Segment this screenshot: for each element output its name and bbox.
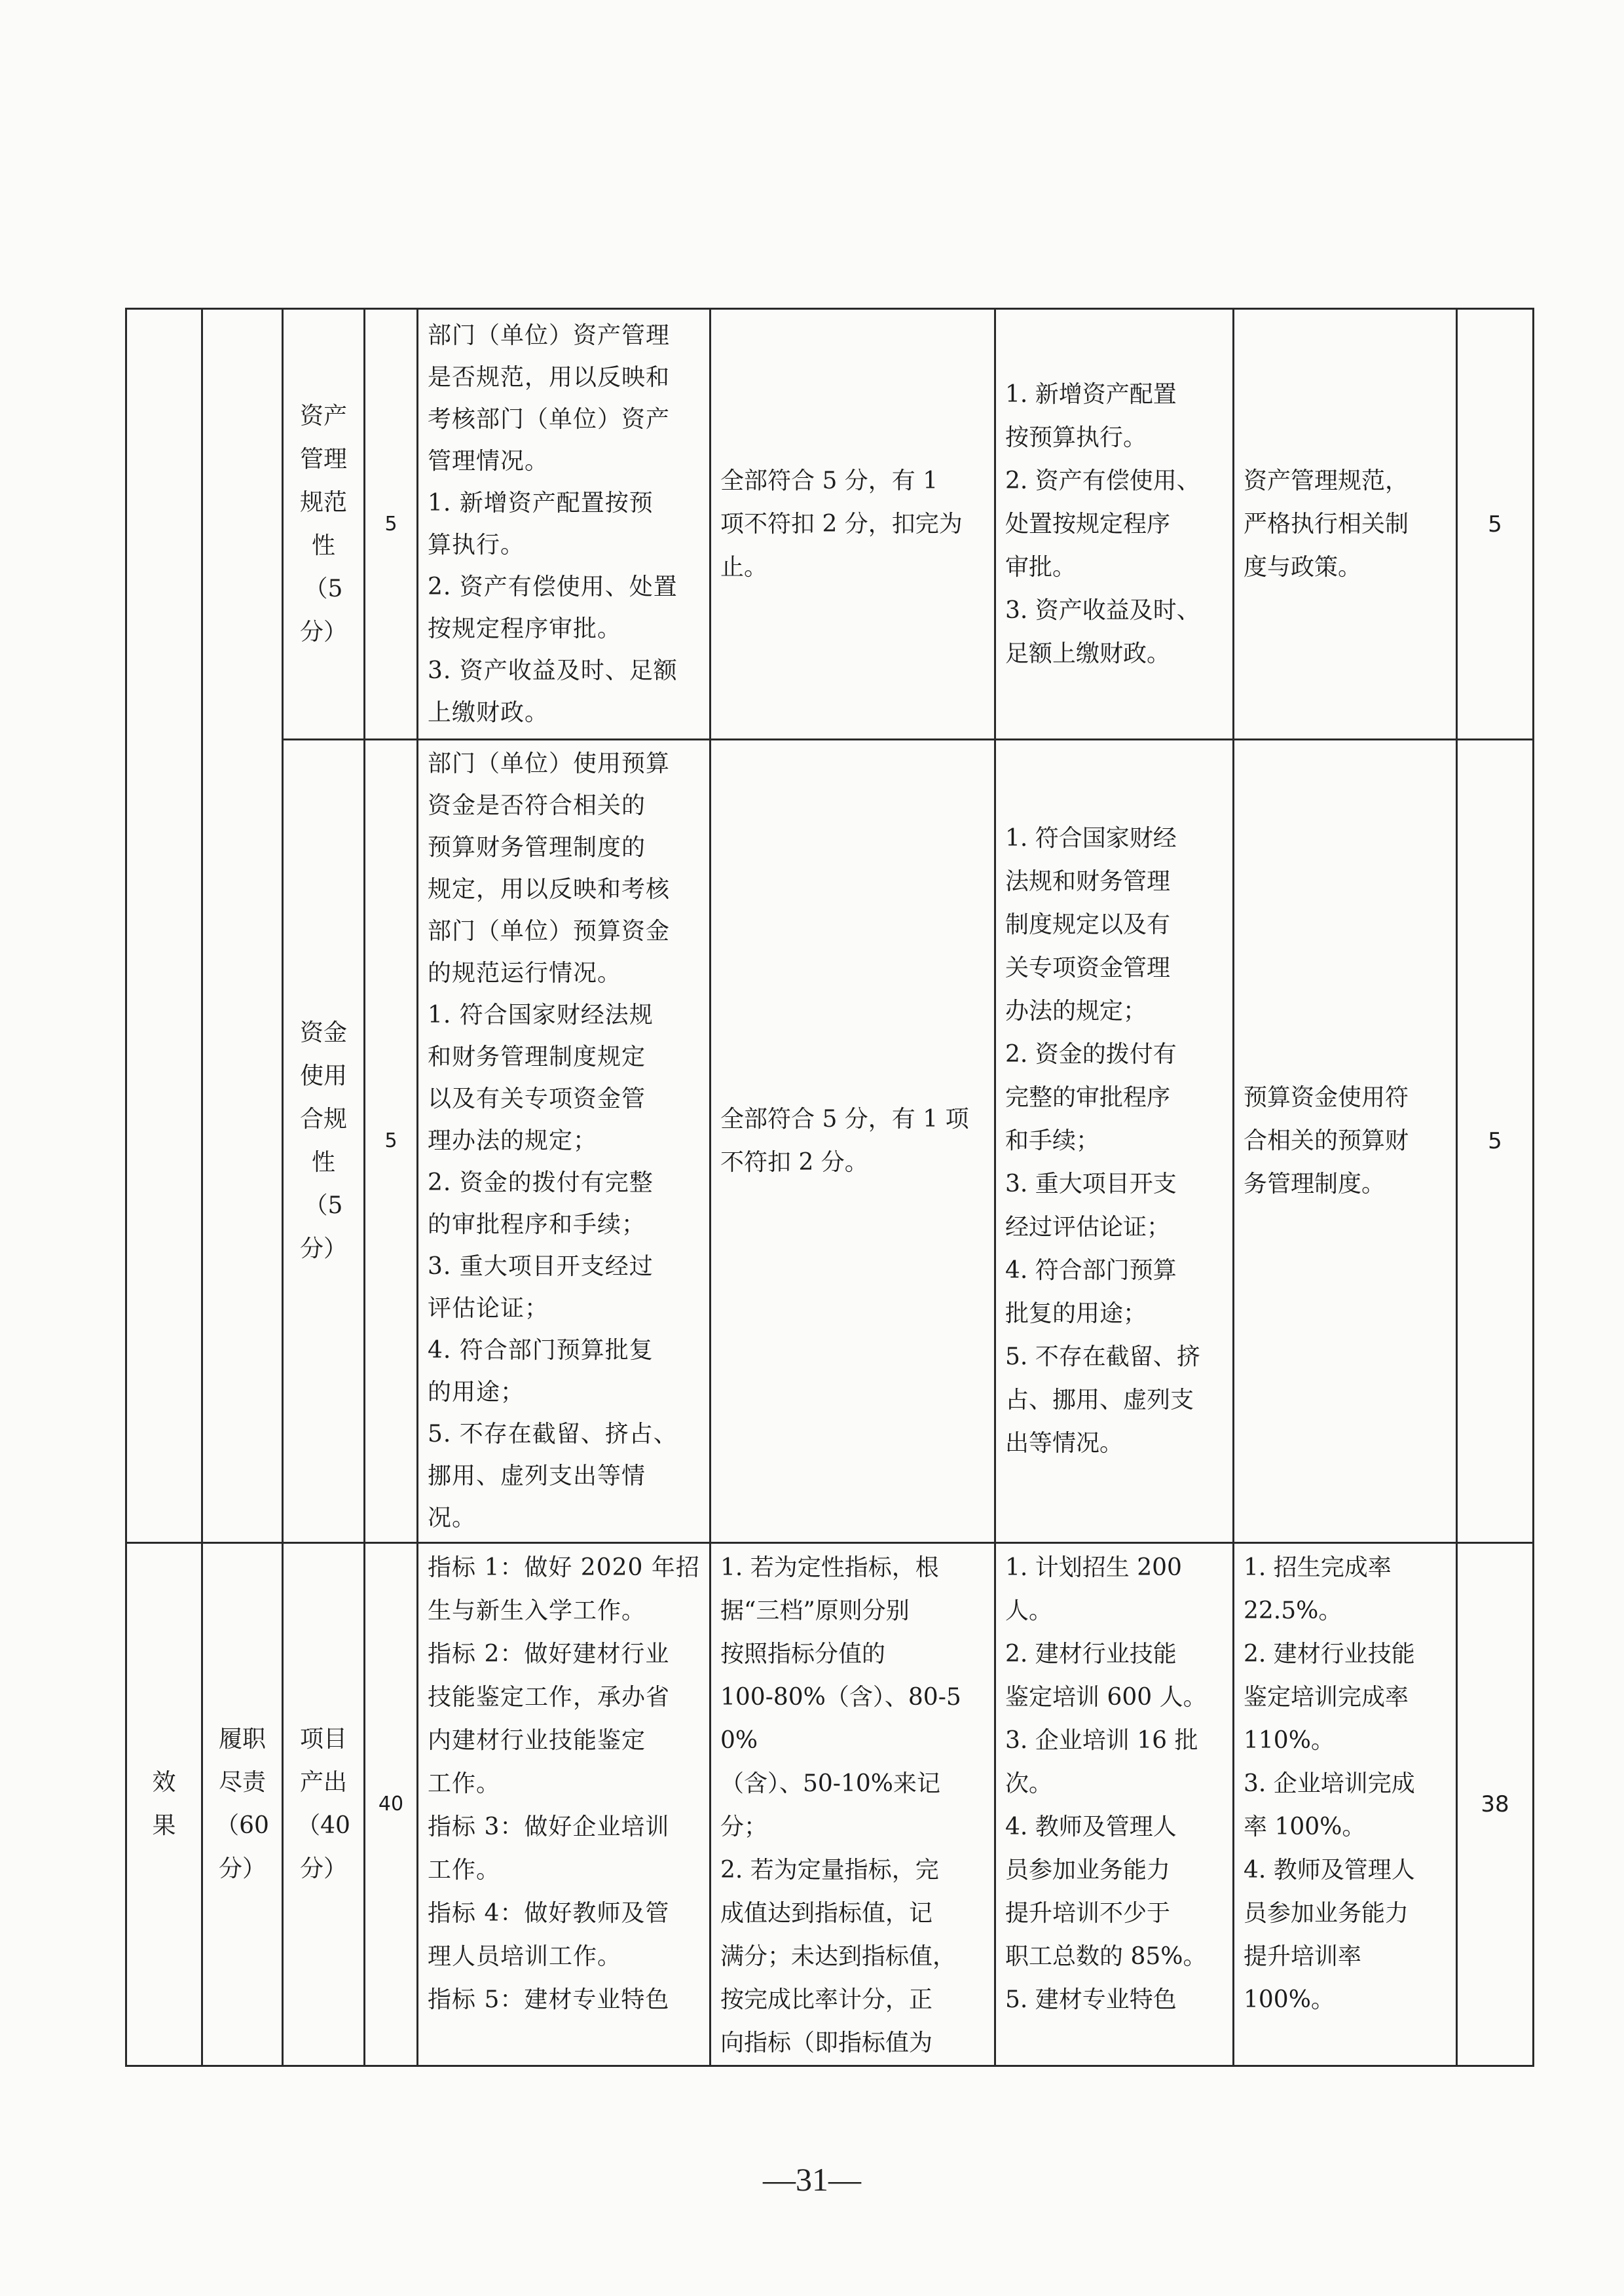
dimension-level2-cell: 履职 尽责 （60 分） xyxy=(202,1543,283,2066)
score-cell: 5 xyxy=(1457,309,1534,740)
dimension-level1-cell: 效 果 xyxy=(126,1543,202,2066)
dimension-level2-cell xyxy=(202,309,283,1543)
actual-value-cell: 预算资金使用符 合相关的预算财 务管理制度。 xyxy=(1234,740,1457,1543)
table-row xyxy=(126,740,1534,1543)
score-cell: 38 xyxy=(1457,1543,1534,2066)
target-value-cell: 1. 计划招生 200 人。 2. 建材行业技能 鉴定培训 600 人。 3. 企业培训 16 批 次。 4. 教师及管理人 员参加业务能力 提升培训不少于 职工总数的 85%。 5. 建材专业特色 xyxy=(995,1543,1234,2066)
dimension-level1-cell xyxy=(126,309,202,1543)
scoring-criteria-cell: 全部符合 5 分，有 1 项 不符扣 2 分。 xyxy=(710,740,995,1543)
scoring-criteria-cell: 全部符合 5 分，有 1 项不符扣 2 分，扣完为 止。 xyxy=(710,309,995,740)
score-cell: 5 xyxy=(1457,740,1534,1543)
indicator-weight-cell: 5 xyxy=(365,740,418,1543)
table-row xyxy=(126,1543,1534,2066)
actual-value-cell: 资产管理规范， 严格执行相关制 度与政策。 xyxy=(1234,309,1457,740)
indicator-definition-cell: 部门（单位）使用预算 资金是否符合相关的 预算财务管理制度的 规定，用以反映和考核 部门（单位）预算资金 的规范运行情况。 1. 符合国家财经法规 和财务管理制度规定 以及有关专项资金管 理办法的规定； 2. 资金的拨付有完整 的审批程序和手续； 3. 重大项目开支经过 评估论证； 4. 符合部门预算批复 的用途； 5. 不存在截留、挤占、 挪用、虚列支出等情 况。 xyxy=(418,740,710,1543)
page-number: —31— xyxy=(763,2161,861,2198)
indicator-weight-cell: 40 xyxy=(365,1543,418,2066)
indicator-definition-cell: 指标 1：做好 2020 年招 生与新生入学工作。 指标 2：做好建材行业 技能鉴定工作，承办省 内建材行业技能鉴定 工作。 指标 3：做好企业培训 工作。 指标 4：做好教师及管 理人员培训工作。 指标 5：建材专业特色 xyxy=(418,1543,710,2066)
scoring-criteria-cell: 1. 若为定性指标，根 据“三档”原则分别 按照指标分值的 100-80%（含）、80-50% （含）、50-10%来记 分； 2. 若为定量指标，完 成值达到指标值，记 满分；未达到指标值， 按完成比率计分，正 向指标（即指标值为 xyxy=(710,1543,995,2066)
table-row xyxy=(126,309,1534,740)
indicator-weight-cell: 5 xyxy=(365,309,418,740)
target-value-cell: 1. 符合国家财经 法规和财务管理 制度规定以及有 关专项资金管理 办法的规定； 2. 资金的拨付有 完整的审批程序 和手续； 3. 重大项目开支 经过评估论证； 4. 符合部门预算 批复的用途； 5. 不存在截留、挤 占、挪用、虚列支 出等情况。 xyxy=(995,740,1234,1543)
indicator-name-cell: 资产 管理 规范 性 （5 分） xyxy=(283,309,365,740)
target-value-cell: 1. 新增资产配置 按预算执行。 2. 资产有偿使用、 处置按规定程序 审批。 3. 资产收益及时、 足额上缴财政。 xyxy=(995,309,1234,740)
actual-value-cell: 1. 招生完成率 22.5%。 2. 建材行业技能 鉴定培训完成率 110%。 3. 企业培训完成 率 100%。 4. 教师及管理人 员参加业务能力 提升培训率 100%。 xyxy=(1234,1543,1457,2066)
indicator-name-cell: 项目 产出 （40 分） xyxy=(283,1543,365,2066)
evaluation-table xyxy=(125,308,1534,2067)
indicator-definition-cell: 部门（单位）资产管理 是否规范，用以反映和 考核部门（单位）资产 管理情况。 1. 新增资产配置按预 算执行。 2. 资产有偿使用、处置 按规定程序审批。 3. 资产收益及时、足额 上缴财政。 xyxy=(418,309,710,740)
indicator-name-cell: 资金 使用 合规 性 （5 分） xyxy=(283,740,365,1543)
